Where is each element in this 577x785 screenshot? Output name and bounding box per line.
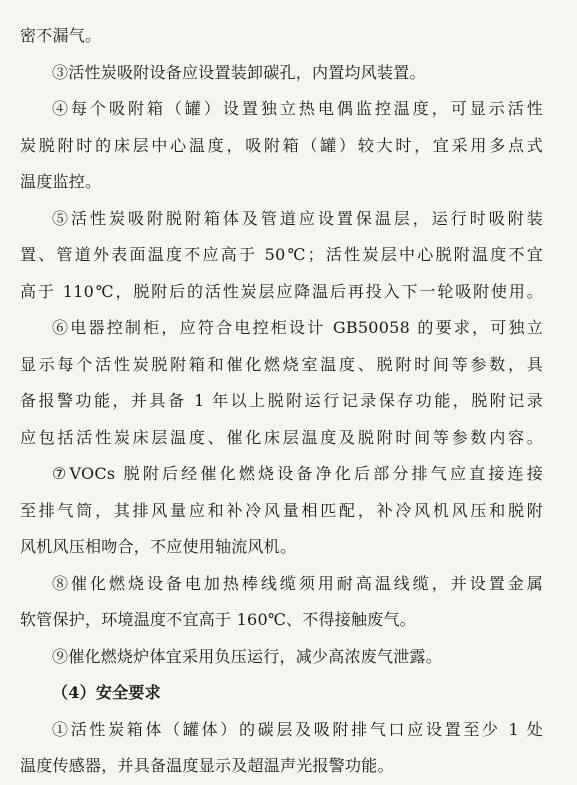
text-line: ⑥电器控制柜，应符合电控柜设计 GB50058 的要求，可独立 [52,318,543,337]
text-line: 密不漏气。 [20,26,102,45]
text-line: 至排气筒，其排风量应和补冷风量相匹配，补冷风机风压和脱附 [20,500,543,520]
text-line: 置、管道外表面温度不应高于 50℃；活性炭层中心脱附温度不宜 [20,245,543,264]
text-line: 温度传感器，并具备温度显示及超温声光报警功能。 [20,756,394,775]
text-line: 高于 110℃，脱附后的活性炭层应降温后再投入下一轮吸附使用。 [20,281,543,301]
text-line: ⑧催化燃烧设备电加热棒线缆须用耐高温线缆，并设置金属 [52,573,543,593]
text-line: ⑨催化燃烧炉体宜采用负压运行，减少高浓废气泄露。 [52,646,443,666]
text-line: 温度监控。 [20,172,102,191]
text-line: 备报警功能，并具备 1 年以上脱附运行记录保存功能，脱附记录 [20,391,543,410]
text-line: ③活性炭吸附设备应设置装卸碳孔，内置均风装置。 [52,62,426,82]
section-heading: （4）安全要求 [52,683,161,702]
text-line: ①活性炭箱体（罐体）的碳层及吸附排气口应设置至少 1 处 [52,719,543,739]
text-line: 风机风压相吻合，不应使用轴流风机。 [20,537,297,556]
text-line: ⑦VOCs 脱附后经催化燃烧设备净化后部分排气应直接连接 [52,464,543,483]
text-line: ⑤活性炭吸附脱附箱体及管道应设置保温层，运行时吸附装 [52,208,543,228]
text-line: 软管保护，环境温度不宜高于 160℃、不得接触废气。 [20,610,417,629]
text-line: 应包括活性炭床层温度、催化床层温度及脱附时间等参数内容。 [20,427,543,447]
text-line: 显示每个活性炭脱附箱和催化燃烧室温度、脱附时间等参数，具 [20,354,543,374]
text-line: 炭脱附时的床层中心温度，吸附箱（罐）较大时，宜采用多点式 [20,135,543,155]
text-line: ④每个吸附箱（罐）设置独立热电偶监控温度，可显示活性 [52,99,543,118]
